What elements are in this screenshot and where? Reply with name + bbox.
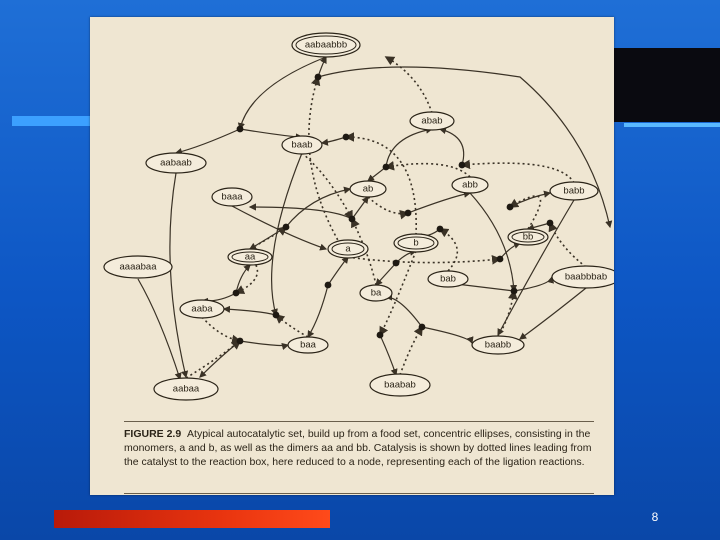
- reaction-node: [315, 74, 322, 81]
- ligation-edge: [308, 285, 328, 337]
- reaction-node: [459, 162, 466, 169]
- reaction-node: [283, 224, 290, 231]
- ligation-edge: [514, 277, 552, 291]
- ligation-edge: [408, 193, 470, 213]
- molecule-label: aaba: [191, 303, 213, 315]
- catalysis-edge: [400, 327, 422, 375]
- molecule-label: b: [413, 237, 419, 249]
- ligation-edge: [250, 207, 352, 219]
- molecule-node-ba: [360, 285, 392, 301]
- catalysis-edge: [440, 229, 457, 271]
- caption-text: Atypical autocatalytic set, build up from a food set, concentric ellipses, consisting in the monomers, a and b, as well as the dimers aa and bb. Catalysis is shown by dotted lines leading from the catalyst to the reaction box, here reduced to a node, representing each of the ligation reactions.: [124, 428, 592, 468]
- molecule-label: baabab: [384, 379, 416, 391]
- molecule-label: babb: [563, 185, 585, 197]
- ligation-edge: [240, 129, 302, 137]
- molecule-node-bb: [508, 229, 548, 245]
- molecule-label: abb: [462, 179, 478, 191]
- molecule-label: bab: [440, 273, 456, 285]
- molecule-node-aabaab: [146, 153, 206, 173]
- molecule-node-aaaabaa: [104, 256, 172, 278]
- reaction-node: [393, 260, 400, 267]
- catalysis-edge: [386, 164, 470, 177]
- catalysis-edge: [368, 197, 408, 214]
- catalysis-edge: [510, 196, 540, 229]
- reaction-node: [237, 126, 244, 133]
- molecule-node-baabb: [472, 336, 524, 354]
- reaction-node: [349, 216, 356, 223]
- reaction-node: [273, 312, 280, 319]
- ligation-edge: [240, 57, 326, 129]
- molecule-label: ba: [370, 287, 382, 299]
- reaction-node: [405, 210, 412, 217]
- molecule-node-baabab: [370, 374, 430, 396]
- ligation-edge: [376, 263, 396, 285]
- reaction-node: [511, 288, 518, 295]
- autocatalytic-set-diagram: [90, 17, 614, 417]
- page-number: 8: [651, 510, 659, 524]
- ligation-edge: [368, 167, 386, 181]
- catalysis-edge: [276, 315, 308, 337]
- ligation-edge: [328, 257, 348, 285]
- ligation-edge: [520, 288, 586, 339]
- molecule-label: baabbbab: [564, 271, 608, 283]
- molecule-node-aabaa: [154, 378, 218, 400]
- catalysis-edge: [386, 57, 432, 113]
- ligation-edge: [138, 279, 180, 379]
- molecule-node-bab: [428, 271, 468, 287]
- catalysis-edge: [250, 227, 286, 249]
- reaction-node: [383, 164, 390, 171]
- molecule-node-baab: [282, 136, 322, 154]
- ligation-edge: [440, 129, 464, 165]
- molecule-label: baabb: [484, 339, 512, 351]
- ligation-edge: [422, 327, 472, 343]
- figure-caption: [124, 427, 594, 469]
- reaction-node: [419, 324, 426, 331]
- molecule-node-baa: [288, 337, 328, 353]
- ligation-edge: [498, 200, 574, 335]
- right-accent-block: [612, 48, 720, 122]
- molecule-node-aaba: [180, 300, 224, 318]
- ligation-edge: [240, 341, 288, 346]
- molecule-label: baaa: [221, 191, 243, 203]
- molecule-node-abb: [452, 177, 488, 193]
- ligation-edge: [318, 67, 610, 227]
- left-accent-bar: [12, 116, 90, 126]
- molecule-label: a: [345, 243, 351, 255]
- reaction-node: [497, 256, 504, 263]
- catalysis-edge: [186, 341, 240, 378]
- molecule-label: baa: [300, 339, 316, 351]
- molecule-label: aabaa: [172, 383, 200, 395]
- molecule-label: aabaab: [160, 157, 192, 169]
- ligation-edge: [170, 173, 186, 377]
- reaction-node: [343, 134, 350, 141]
- molecule-label: bb: [522, 231, 534, 243]
- catalysis-edge: [309, 77, 348, 257]
- ligation-edge: [232, 206, 326, 249]
- molecule-node-a: [328, 240, 368, 258]
- catalysis-edge: [348, 257, 500, 263]
- molecule-node-baabbbab: [552, 266, 614, 288]
- reaction-node: [233, 290, 240, 297]
- ligation-edge: [510, 193, 550, 207]
- caption-rule-bottom: [124, 493, 594, 494]
- ligation-edge: [176, 129, 240, 153]
- reaction-node: [507, 204, 514, 211]
- footer-accent-bar: [54, 510, 330, 528]
- molecule-node-baaa: [212, 188, 252, 206]
- catalysis-edge: [550, 223, 586, 267]
- molecule-label: baab: [291, 139, 313, 151]
- reaction-node: [237, 338, 244, 345]
- reaction-node: [325, 282, 332, 289]
- reaction-node: [437, 226, 444, 233]
- ligation-edge: [322, 137, 346, 143]
- reaction-node: [377, 332, 384, 339]
- molecule-node-ab: [350, 181, 386, 197]
- molecule-label: aa: [244, 251, 256, 263]
- ligation-edge: [224, 309, 276, 315]
- right-accent-stripe: [624, 123, 720, 127]
- ligation-edge: [386, 129, 432, 167]
- caption-rule-top: [124, 421, 594, 422]
- ligation-edge: [272, 153, 302, 315]
- molecule-label: aabaabbb: [304, 39, 348, 51]
- catalysis-edge: [202, 317, 240, 341]
- ligation-edge: [352, 197, 368, 219]
- molecule-node-abab: [410, 112, 454, 130]
- molecule-node-aabaabbb: [292, 33, 360, 57]
- scanned-figure: [90, 17, 614, 495]
- molecule-node-babb: [550, 182, 598, 200]
- molecule-node-aa: [228, 249, 272, 265]
- molecule-label: ab: [362, 183, 374, 195]
- molecule-label: aaaabaa: [119, 261, 157, 273]
- ligation-edge: [380, 335, 396, 375]
- reaction-node: [547, 220, 554, 227]
- molecule-label: abab: [421, 115, 443, 127]
- caption-tag: FIGURE 2.9: [124, 428, 182, 440]
- molecule-node-b: [394, 234, 438, 252]
- ligation-edge: [200, 341, 240, 377]
